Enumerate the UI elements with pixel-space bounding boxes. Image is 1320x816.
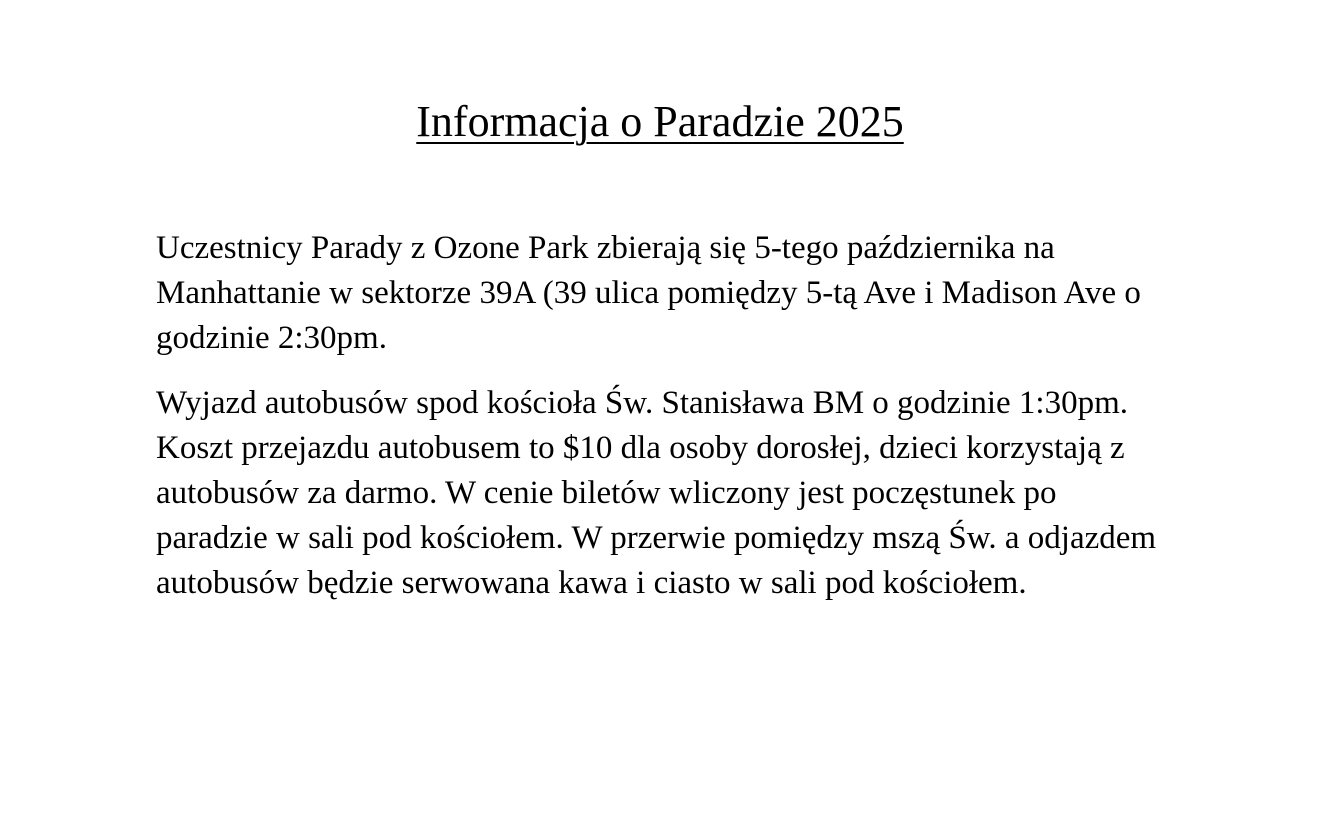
paragraph-bus-info: Wyjazd autobusów spod kościoła Św. Stanisława BM o godzinie 1:30pm. Koszt przejazdu autobusem to $10 dla osoby dorosłej, dzieci korzystają z autobusów za darmo. W cenie biletów wliczony jest poczęstunek po paradzie w sali pod kościołem. W przerwie pomiędzy mszą Św. a odjazdem autobusów będzie serwowana kawa i ciasto w sali pod kościołem. xyxy=(156,385,1157,601)
page-title-text: Informacja o Paradzie 2025 xyxy=(416,97,904,146)
document-body xyxy=(156,226,1168,606)
page-title xyxy=(0,92,1320,152)
paragraph-gathering-info: Uczestnicy Parady z Ozone Park zbierają się 5-tego października na Manhattanie w sektorze 39A (39 ulica pomiędzy 5-tą Ave i Madison Ave o godzinie 2:30pm. xyxy=(156,230,1141,356)
